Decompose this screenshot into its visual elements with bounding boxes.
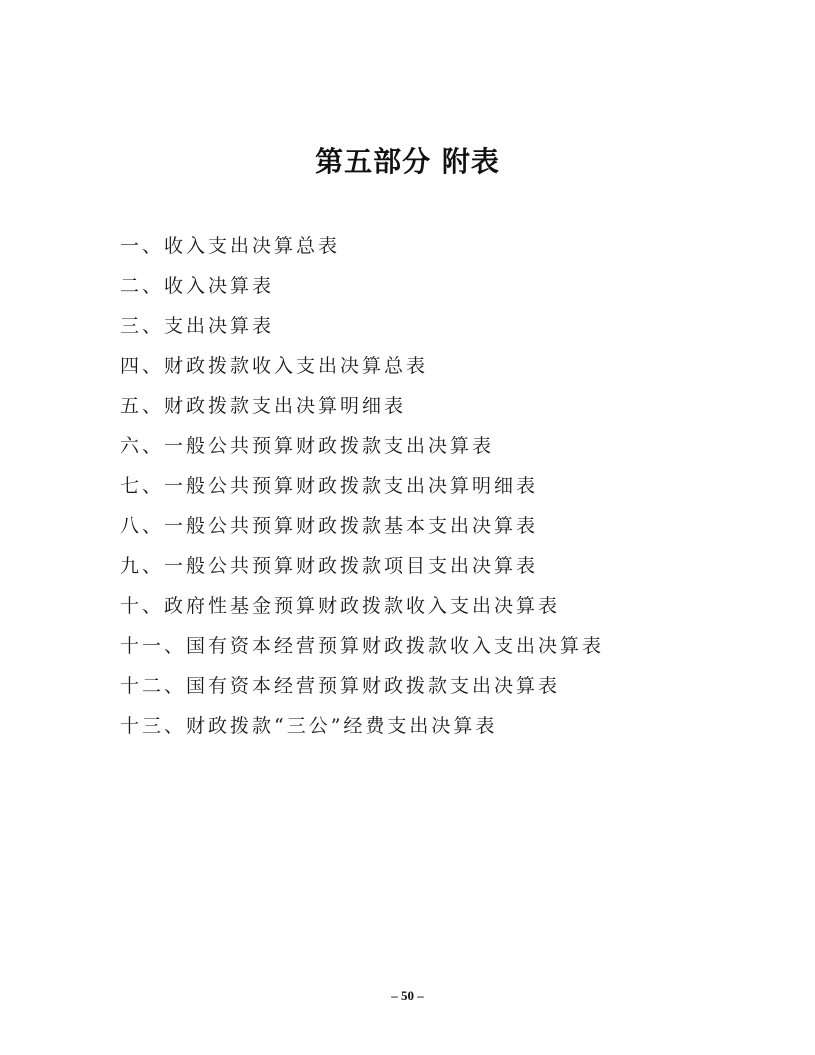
appendix-table-list bbox=[120, 226, 604, 746]
list-item-13: 十三、财政拨款“三公”经费支出决算表 bbox=[120, 715, 498, 737]
page-number: – 50 – bbox=[391, 988, 424, 1003]
list-item-7: 七、一般公共预算财政拨款支出决算明细表 bbox=[120, 475, 539, 497]
list-item-12: 十二、国有资本经营预算财政拨款支出决算表 bbox=[120, 675, 561, 697]
list-item-6: 六、一般公共预算财政拨款支出决算表 bbox=[120, 435, 495, 457]
list-item-3: 三、支出决算表 bbox=[120, 315, 275, 337]
list-item-8: 八、一般公共预算财政拨款基本支出决算表 bbox=[120, 515, 539, 537]
list-item-10: 十、政府性基金预算财政拨款收入支出决算表 bbox=[120, 595, 561, 617]
list-item-4: 四、财政拨款收入支出决算总表 bbox=[120, 355, 429, 377]
list-item-2: 二、收入决算表 bbox=[120, 275, 275, 297]
page-title: 第五部分 附表 bbox=[315, 145, 500, 178]
list-item-5: 五、财政拨款支出决算明细表 bbox=[120, 395, 407, 417]
list-item-1: 一、收入支出决算总表 bbox=[120, 235, 341, 257]
list-item-9: 九、一般公共预算财政拨款项目支出决算表 bbox=[120, 555, 539, 577]
list-item-11: 十一、国有资本经营预算财政拨款收入支出决算表 bbox=[120, 635, 605, 657]
